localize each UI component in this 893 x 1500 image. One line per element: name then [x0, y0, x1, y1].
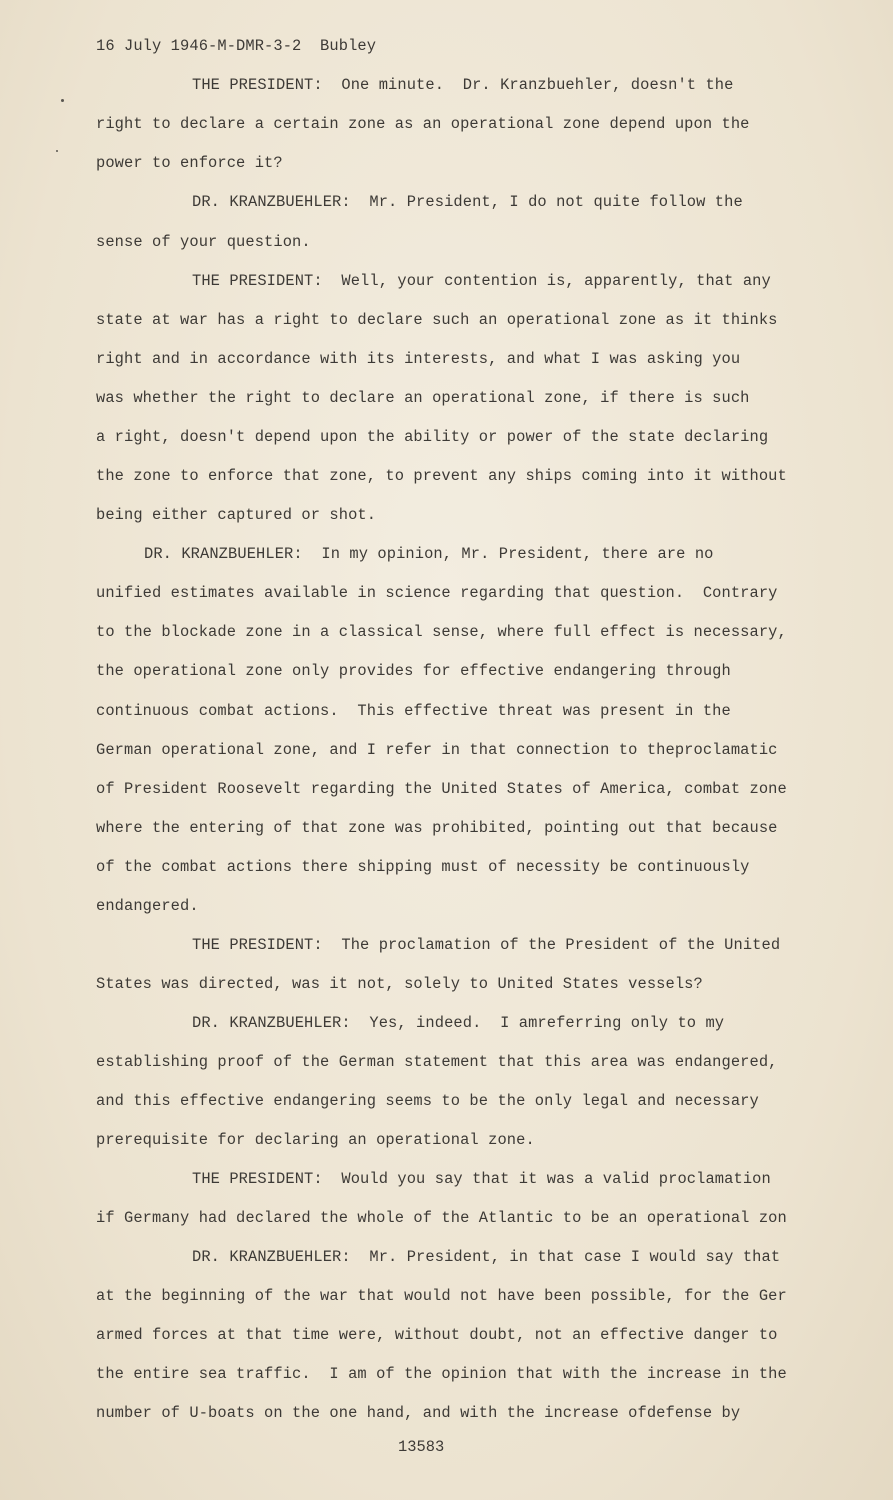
text-line: at the beginning of the war that would not have been possible, for the Ger: [96, 1287, 787, 1305]
text-line: number of U-boats on the one hand, and with the increase ofdefense by: [96, 1404, 741, 1422]
text-line: prerequisite for declaring an operational zone.: [96, 1131, 535, 1149]
text-line: power to enforce it?: [96, 154, 283, 172]
page-number: 13583: [398, 1438, 445, 1456]
text-line: continuous combat actions. This effective threat was present in the: [96, 702, 731, 720]
speck-mark: [56, 150, 58, 152]
text-line: the operational zone only provides for effective endangering through: [96, 662, 731, 680]
text-line: DR. KRANZBUEHLER: Mr. President, in that case I would say that: [192, 1248, 781, 1266]
text-line: THE PRESIDENT: The proclamation of the President of the United: [192, 936, 781, 954]
text-line: sense of your question.: [96, 233, 311, 251]
text-line: if Germany had declared the whole of the Atlantic to be an operational zon: [96, 1209, 787, 1227]
text-line: state at war has a right to declare such an operational zone as it thinks: [96, 311, 778, 329]
text-line: being either captured or shot.: [96, 506, 377, 524]
text-line: establishing proof of the German statement that this area was endangered,: [96, 1053, 778, 1071]
text-line: the zone to enforce that zone, to prevent any ships coming into it without: [96, 467, 787, 485]
text-line: THE PRESIDENT: Well, your contention is, apparently, that any: [192, 272, 771, 290]
text-line: was whether the right to declare an operational zone, if there is such: [96, 389, 750, 407]
text-line: and this effective endangering seems to be the only legal and necessary: [96, 1092, 759, 1110]
text-line: right to declare a certain zone as an operational zone depend upon the: [96, 115, 750, 133]
text-line: endangered.: [96, 897, 199, 915]
text-line: where the entering of that zone was prohibited, pointing out that because: [96, 819, 778, 837]
text-line: THE PRESIDENT: One minute. Dr. Kranzbuehler, doesn't the: [192, 76, 734, 94]
speck-mark: [61, 99, 64, 102]
text-line: States was directed, was it not, solely to United States vessels?: [96, 975, 703, 993]
text-line: to the blockade zone in a classical sense, where full effect is necessary,: [96, 623, 787, 641]
page-header: 16 July 1946-M-DMR-3-2 Bubley: [96, 37, 377, 55]
text-line: DR. KRANZBUEHLER: Yes, indeed. I amreferring only to my: [192, 1014, 725, 1032]
text-line: a right, doesn't depend upon the ability or power of the state declaring: [96, 428, 769, 446]
text-line: armed forces at that time were, without doubt, not an effective danger to: [96, 1326, 778, 1344]
text-line: of President Roosevelt regarding the United States of America, combat zone: [96, 780, 787, 798]
text-line: DR. KRANZBUEHLER: In my opinion, Mr. President, there are no: [144, 545, 714, 563]
text-line: the entire sea traffic. I am of the opinion that with the increase in the: [96, 1365, 787, 1383]
text-line: German operational zone, and I refer in that connection to theproclamatic: [96, 741, 778, 759]
text-line: right and in accordance with its interests, and what I was asking you: [96, 350, 741, 368]
text-line: of the combat actions there shipping must of necessity be continuously: [96, 858, 750, 876]
text-line: DR. KRANZBUEHLER: Mr. President, I do not quite follow the: [192, 193, 743, 211]
text-line: unified estimates available in science regarding that question. Contrary: [96, 584, 778, 602]
text-line: THE PRESIDENT: Would you say that it was a valid proclamation: [192, 1170, 771, 1188]
